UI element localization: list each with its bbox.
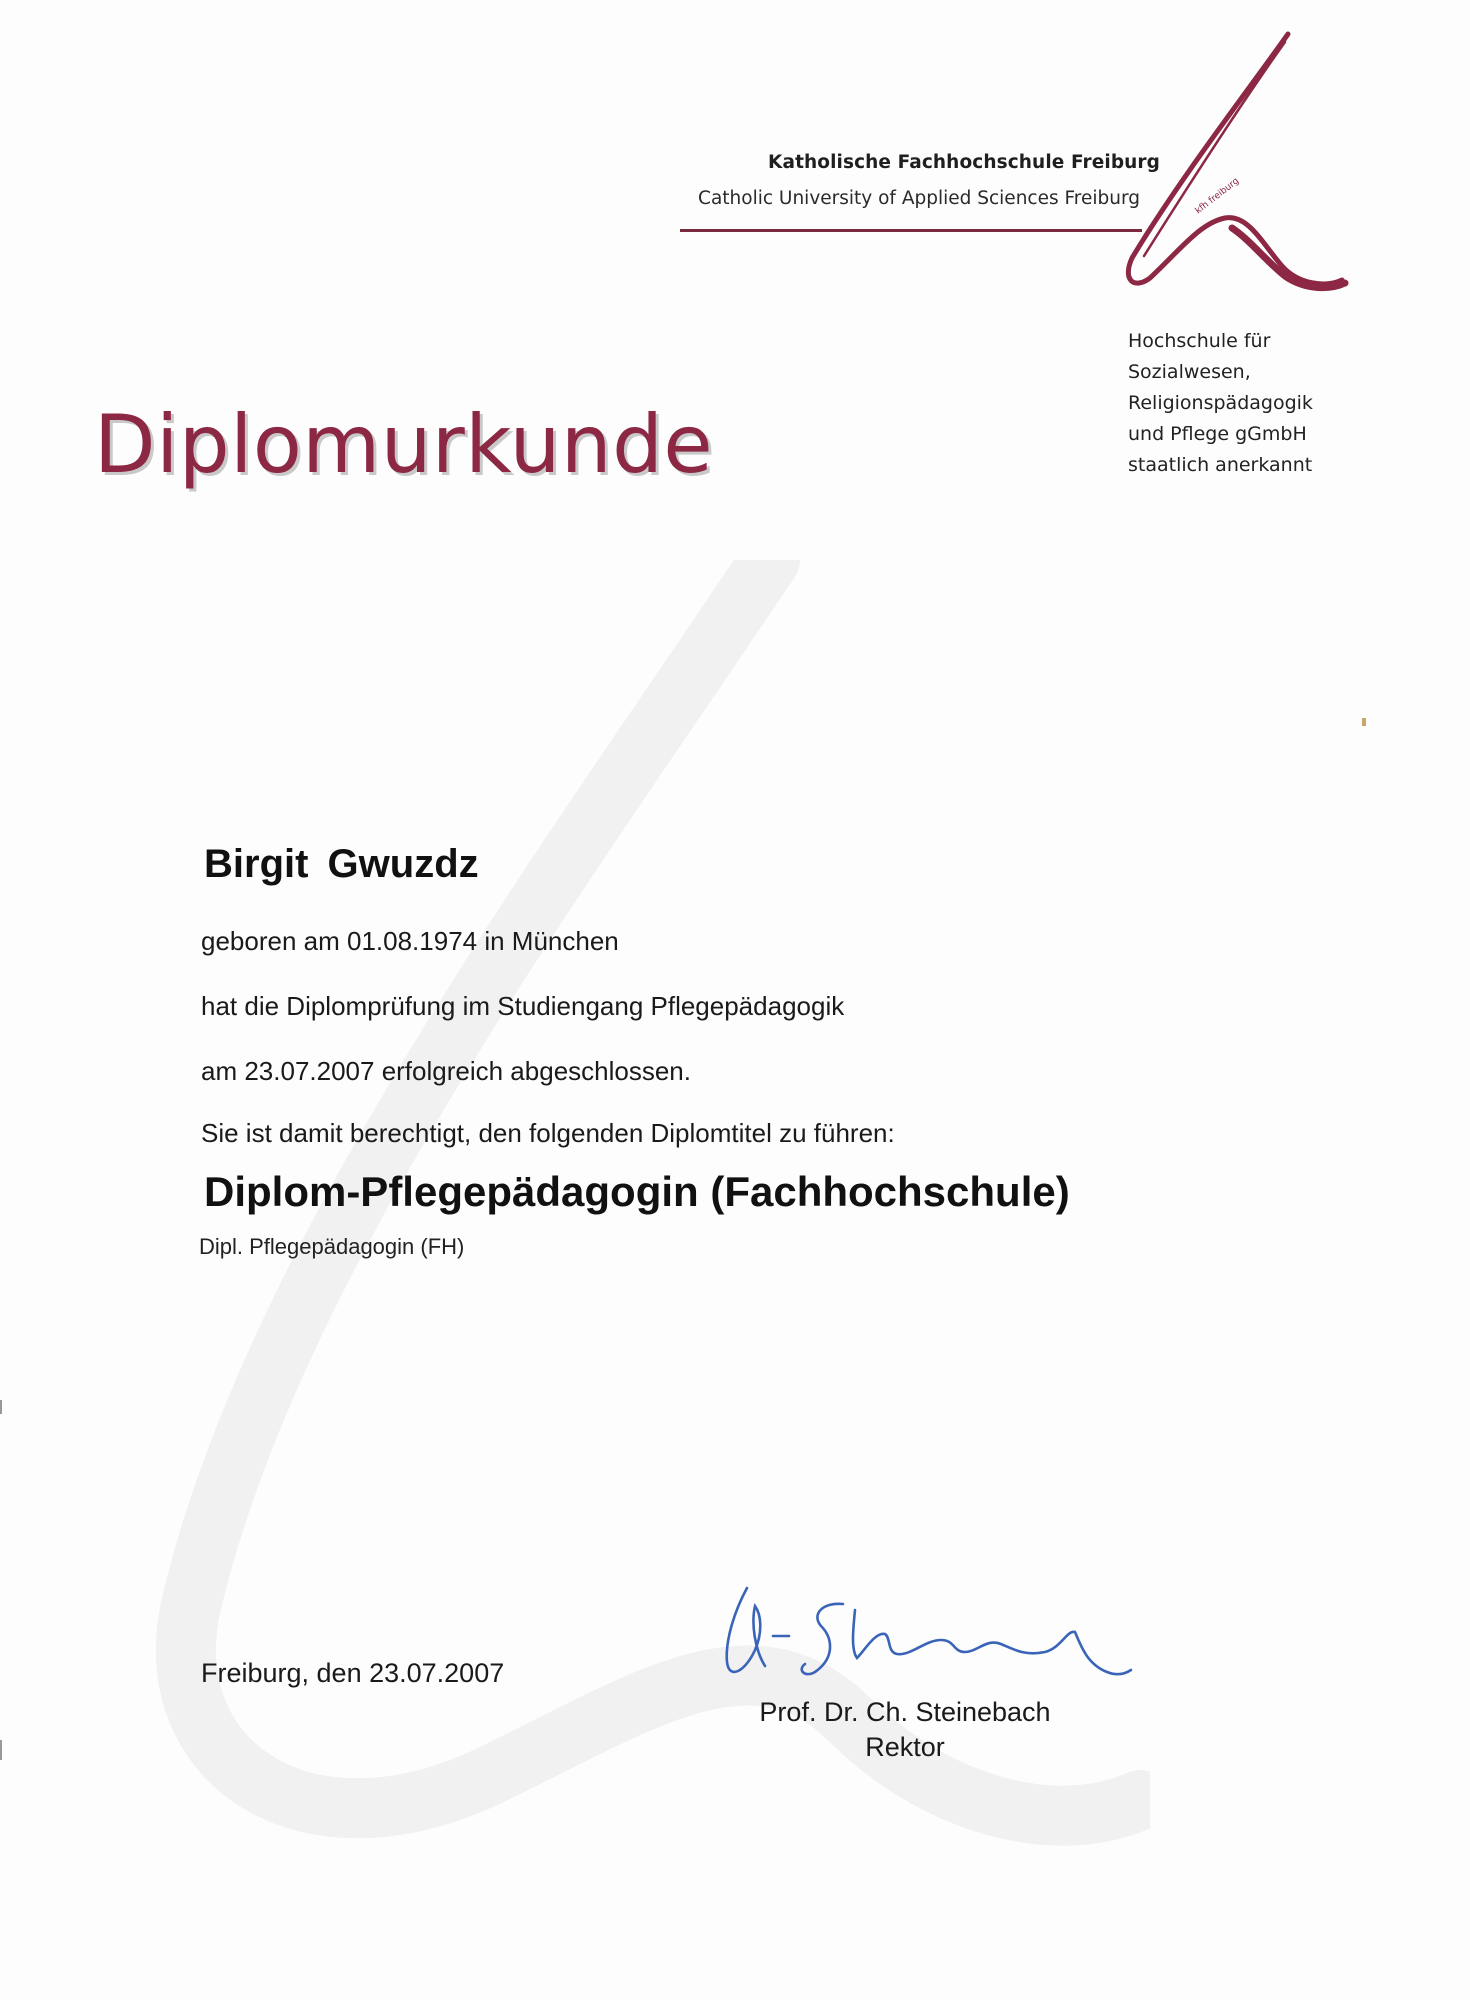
handwritten-signature — [715, 1580, 1135, 1700]
institution-name-english: Catholic University of Applied Sciences Freiburg — [698, 188, 1140, 209]
birth-line: geboren am 01.08.1974 in München — [201, 926, 619, 956]
signatory — [735, 1695, 1075, 1765]
side-line: Hochschule für — [1128, 330, 1271, 352]
kfh-logo-icon — [1120, 28, 1350, 298]
recipient-name: Birgit Gwuzdz — [204, 842, 479, 886]
signer-role: Rektor — [865, 1732, 945, 1762]
header-rule — [680, 229, 1142, 232]
scan-mark — [1362, 718, 1366, 726]
place-and-date: Freiburg, den 23.07.2007 — [201, 1658, 505, 1688]
completion-line: am 23.07.2007 erfolgreich abgeschlossen. — [201, 1056, 691, 1086]
side-line: und Pflege gGmbH — [1128, 423, 1307, 445]
signer-name: Prof. Dr. Ch. Steinebach — [759, 1697, 1051, 1727]
entitlement-line: Sie ist damit berechtigt, den folgenden Diplomtitel zu führen: — [201, 1118, 895, 1148]
side-line: staatlich anerkannt — [1128, 454, 1313, 476]
institution-name-german: Katholische Fachhochschule Freiburg — [768, 152, 1160, 173]
institution-description — [1128, 326, 1428, 481]
side-line: Sozialwesen, — [1128, 361, 1251, 383]
scan-mark — [0, 1740, 2, 1760]
logo-label: kfh freiburg — [1193, 176, 1242, 217]
side-line: Religionspädagogik — [1128, 392, 1313, 414]
document-title: Diplomurkunde — [94, 398, 714, 491]
exam-line: hat die Diplomprüfung im Studiengang Pflegepädagogik — [201, 991, 845, 1021]
degree-title: Diplom-Pflegepädagogin (Fachhochschule) — [204, 1168, 1070, 1215]
degree-abbreviation: Dipl. Pflegepädagogin (FH) — [199, 1234, 465, 1259]
scan-mark — [0, 1400, 2, 1414]
